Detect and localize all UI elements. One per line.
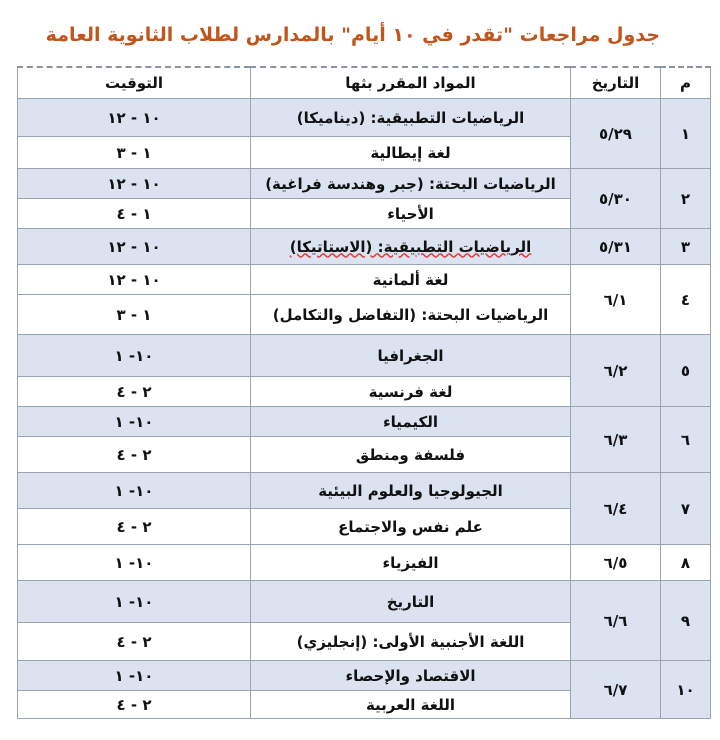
row-date: ٦/٤ [571,473,661,545]
time-cell: ١ - ٣ [18,295,251,335]
time-cell: ٢ - ٤ [18,509,251,545]
page-title: جدول مراجعات "تقدر في ١٠ أيام" بالمدارس لطلاب الثانوية العامة [45,24,660,46]
row-date: ٦/٣ [571,407,661,473]
row-number: ٧ [661,473,711,545]
table-row [18,473,711,509]
subject-cell: الفيزياء [251,545,571,581]
row-date: ٦/٢ [571,335,661,407]
subject-cell: التاريخ [251,581,571,623]
time-cell: ١ - ٤ [18,199,251,229]
row-date: ٦/١ [571,265,661,335]
time-cell: ٢ - ٤ [18,377,251,407]
time-cell: ١٠- ١ [18,661,251,691]
subject-cell: الرياضيات البحتة: (جبر وهندسة فراغية) [251,169,571,199]
subject-cell: لغة إيطالية [251,137,571,169]
table-row [18,99,711,137]
subject-cell: الرياضيات التطبيقية: (ديناميكا) [251,99,571,137]
header-date: التاريخ [571,67,661,99]
row-date: ٥/٢٩ [571,99,661,169]
subject-cell [251,229,571,265]
header-time: التوقيت [18,67,251,99]
time-cell: ١٠- ١ [18,473,251,509]
row-date: ٥/٣٠ [571,169,661,229]
time-cell: ١٠- ١ [18,335,251,377]
header-num: م [661,67,711,99]
time-cell: ١٠ - ١٢ [18,169,251,199]
subject-text: الرياضيات التطبيقية: (الاستاتيكا) [289,237,532,256]
table-row [18,545,711,581]
header-row [18,67,711,99]
row-date: ٦/٥ [571,545,661,581]
time-cell: ٢ - ٤ [18,691,251,719]
time-cell: ١ - ٣ [18,137,251,169]
table-row [18,169,711,199]
row-number: ٨ [661,545,711,581]
table-row [18,335,711,377]
row-date: ٥/٣١ [571,229,661,265]
subject-cell: الرياضيات البحتة: (التفاضل والتكامل) [251,295,571,335]
subject-cell: اللغة العربية [251,691,571,719]
time-cell: ١٠- ١ [18,581,251,623]
subject-cell: الاقتصاد والإحصاء [251,661,571,691]
subject-cell: الأحياء [251,199,571,229]
subject-cell: علم نفس والاجتماع [251,509,571,545]
row-number: ١ [661,99,711,169]
subject-cell: اللغة الأجنبية الأولى: (إنجليزي) [251,623,571,661]
table-row [18,265,711,295]
table-row [18,581,711,623]
table-row [18,229,711,265]
time-cell: ٢ - ٤ [18,437,251,473]
time-cell: ٢ - ٤ [18,623,251,661]
row-number: ٩ [661,581,711,661]
table-row [18,661,711,691]
row-date: ٦/٧ [571,661,661,719]
row-number: ٥ [661,335,711,407]
table-row [18,407,711,437]
row-date: ٦/٦ [571,581,661,661]
row-number: ٤ [661,265,711,335]
row-number: ٢ [661,169,711,229]
subject-cell: الجيولوجيا والعلوم البيئية [251,473,571,509]
subject-cell: الكيمياء [251,407,571,437]
time-cell: ١٠ - ١٢ [18,99,251,137]
row-number: ٦ [661,407,711,473]
time-cell: ١٠- ١ [18,545,251,581]
subject-cell: لغة ألمانية [251,265,571,295]
row-number: ١٠ [661,661,711,719]
subject-cell: الجغرافيا [251,335,571,377]
subject-cell: لغة فرنسية [251,377,571,407]
header-subjects: المواد المقرر بثها [251,67,571,99]
time-cell: ١٠- ١ [18,407,251,437]
schedule-table [17,66,711,719]
time-cell: ١٠ - ١٢ [18,265,251,295]
row-number: ٣ [661,229,711,265]
time-cell: ١٠ - ١٢ [18,229,251,265]
subject-cell: فلسفة ومنطق [251,437,571,473]
